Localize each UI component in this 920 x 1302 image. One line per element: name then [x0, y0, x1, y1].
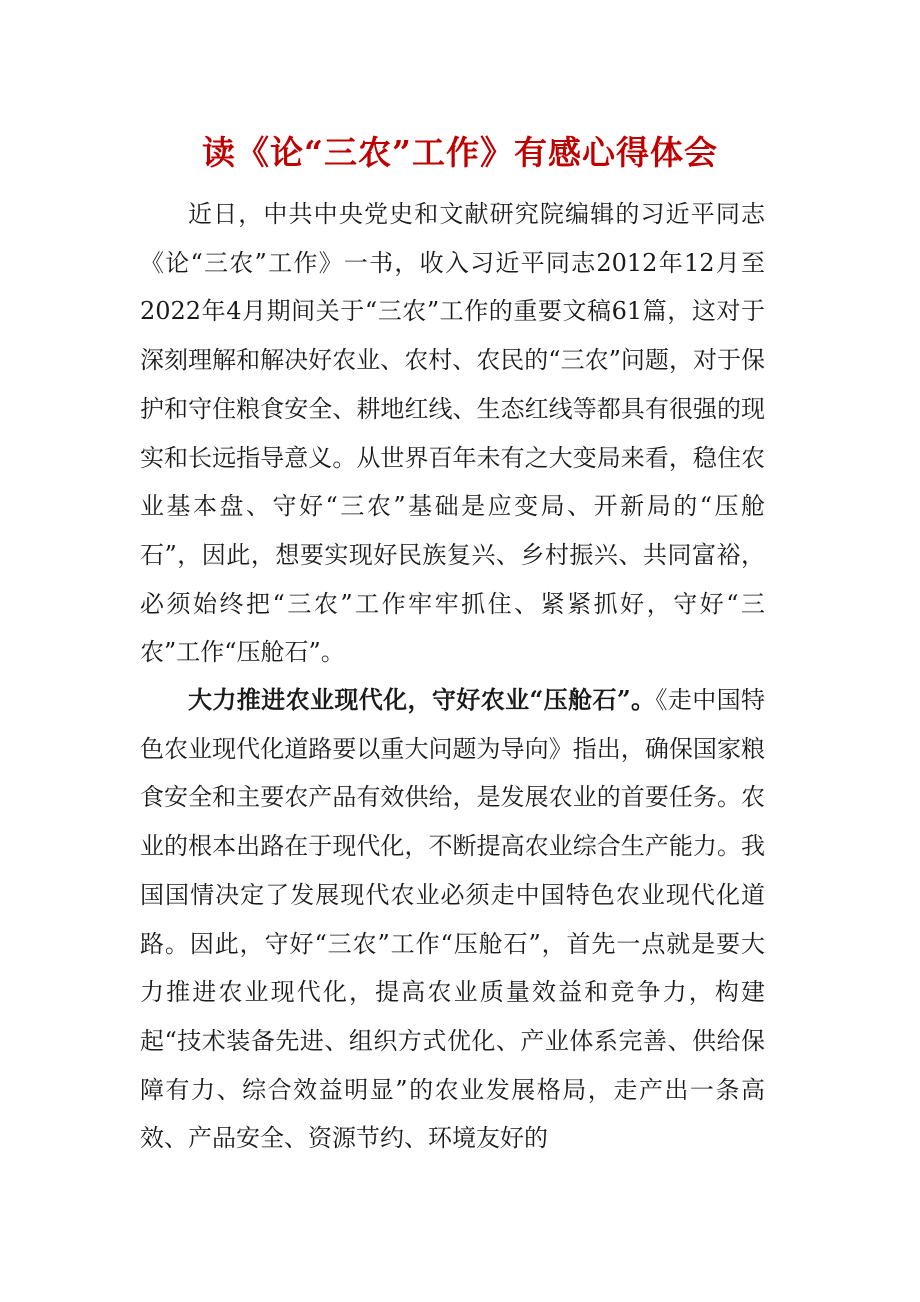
paragraph-1	[140, 190, 765, 677]
paragraph-2-text	[140, 676, 765, 1163]
paragraph-1-text: 近日，中共中央党史和文献研究院编辑的习近平同志《论“三农”工作》一书，收入习近平同志2012年12月至2022年4月期间关于“三农”工作的重要文稿61篇，这对于深刻理解和解决好农业、农村、农民的“三农”问题，对于保护和守住粮食安全、耕地红线、生态红线等都具有很强的现实和长远指导意义。从世界百年未有之大变局来看，稳住农业基本盘、守好“三农”基础是应变局、开新局的“压舱石”，因此，想要实现好民族复兴、乡村振兴、共同富裕，必须始终把“三农”工作牢牢抓住、紧紧抓好，守好“三农”工作“压舱石”。	[140, 200, 765, 667]
document-title: 读《论“三农”工作》有感心得体会	[202, 133, 718, 172]
paragraph-2-lead: 大力推进农业现代化，守好农业“压舱石”。	[188, 685, 656, 714]
paragraph-2-body: 《走中国特色农业现代化道路要以重大问题为导向》指出，确保国家粮食安全和主要农产品有效供给，是发展农业的首要任务。农业的根本出路在于现代化，不断提高农业综合生产能力。我国国情决定了发展现代农业必须走中国特色农业现代化道路。因此，守好“三农”工作“压舱石”，首先一点就是要大力推进农业现代化，提高农业质量效益和竞争力，构建起“技术装备先进、组织方式优化、产业体系完善、供给保障有力、综合效益明显”的农业发展格局，走产出一条高效、产品安全、资源节约、环境友好的	[140, 686, 766, 1153]
paragraph-2	[140, 676, 765, 1163]
